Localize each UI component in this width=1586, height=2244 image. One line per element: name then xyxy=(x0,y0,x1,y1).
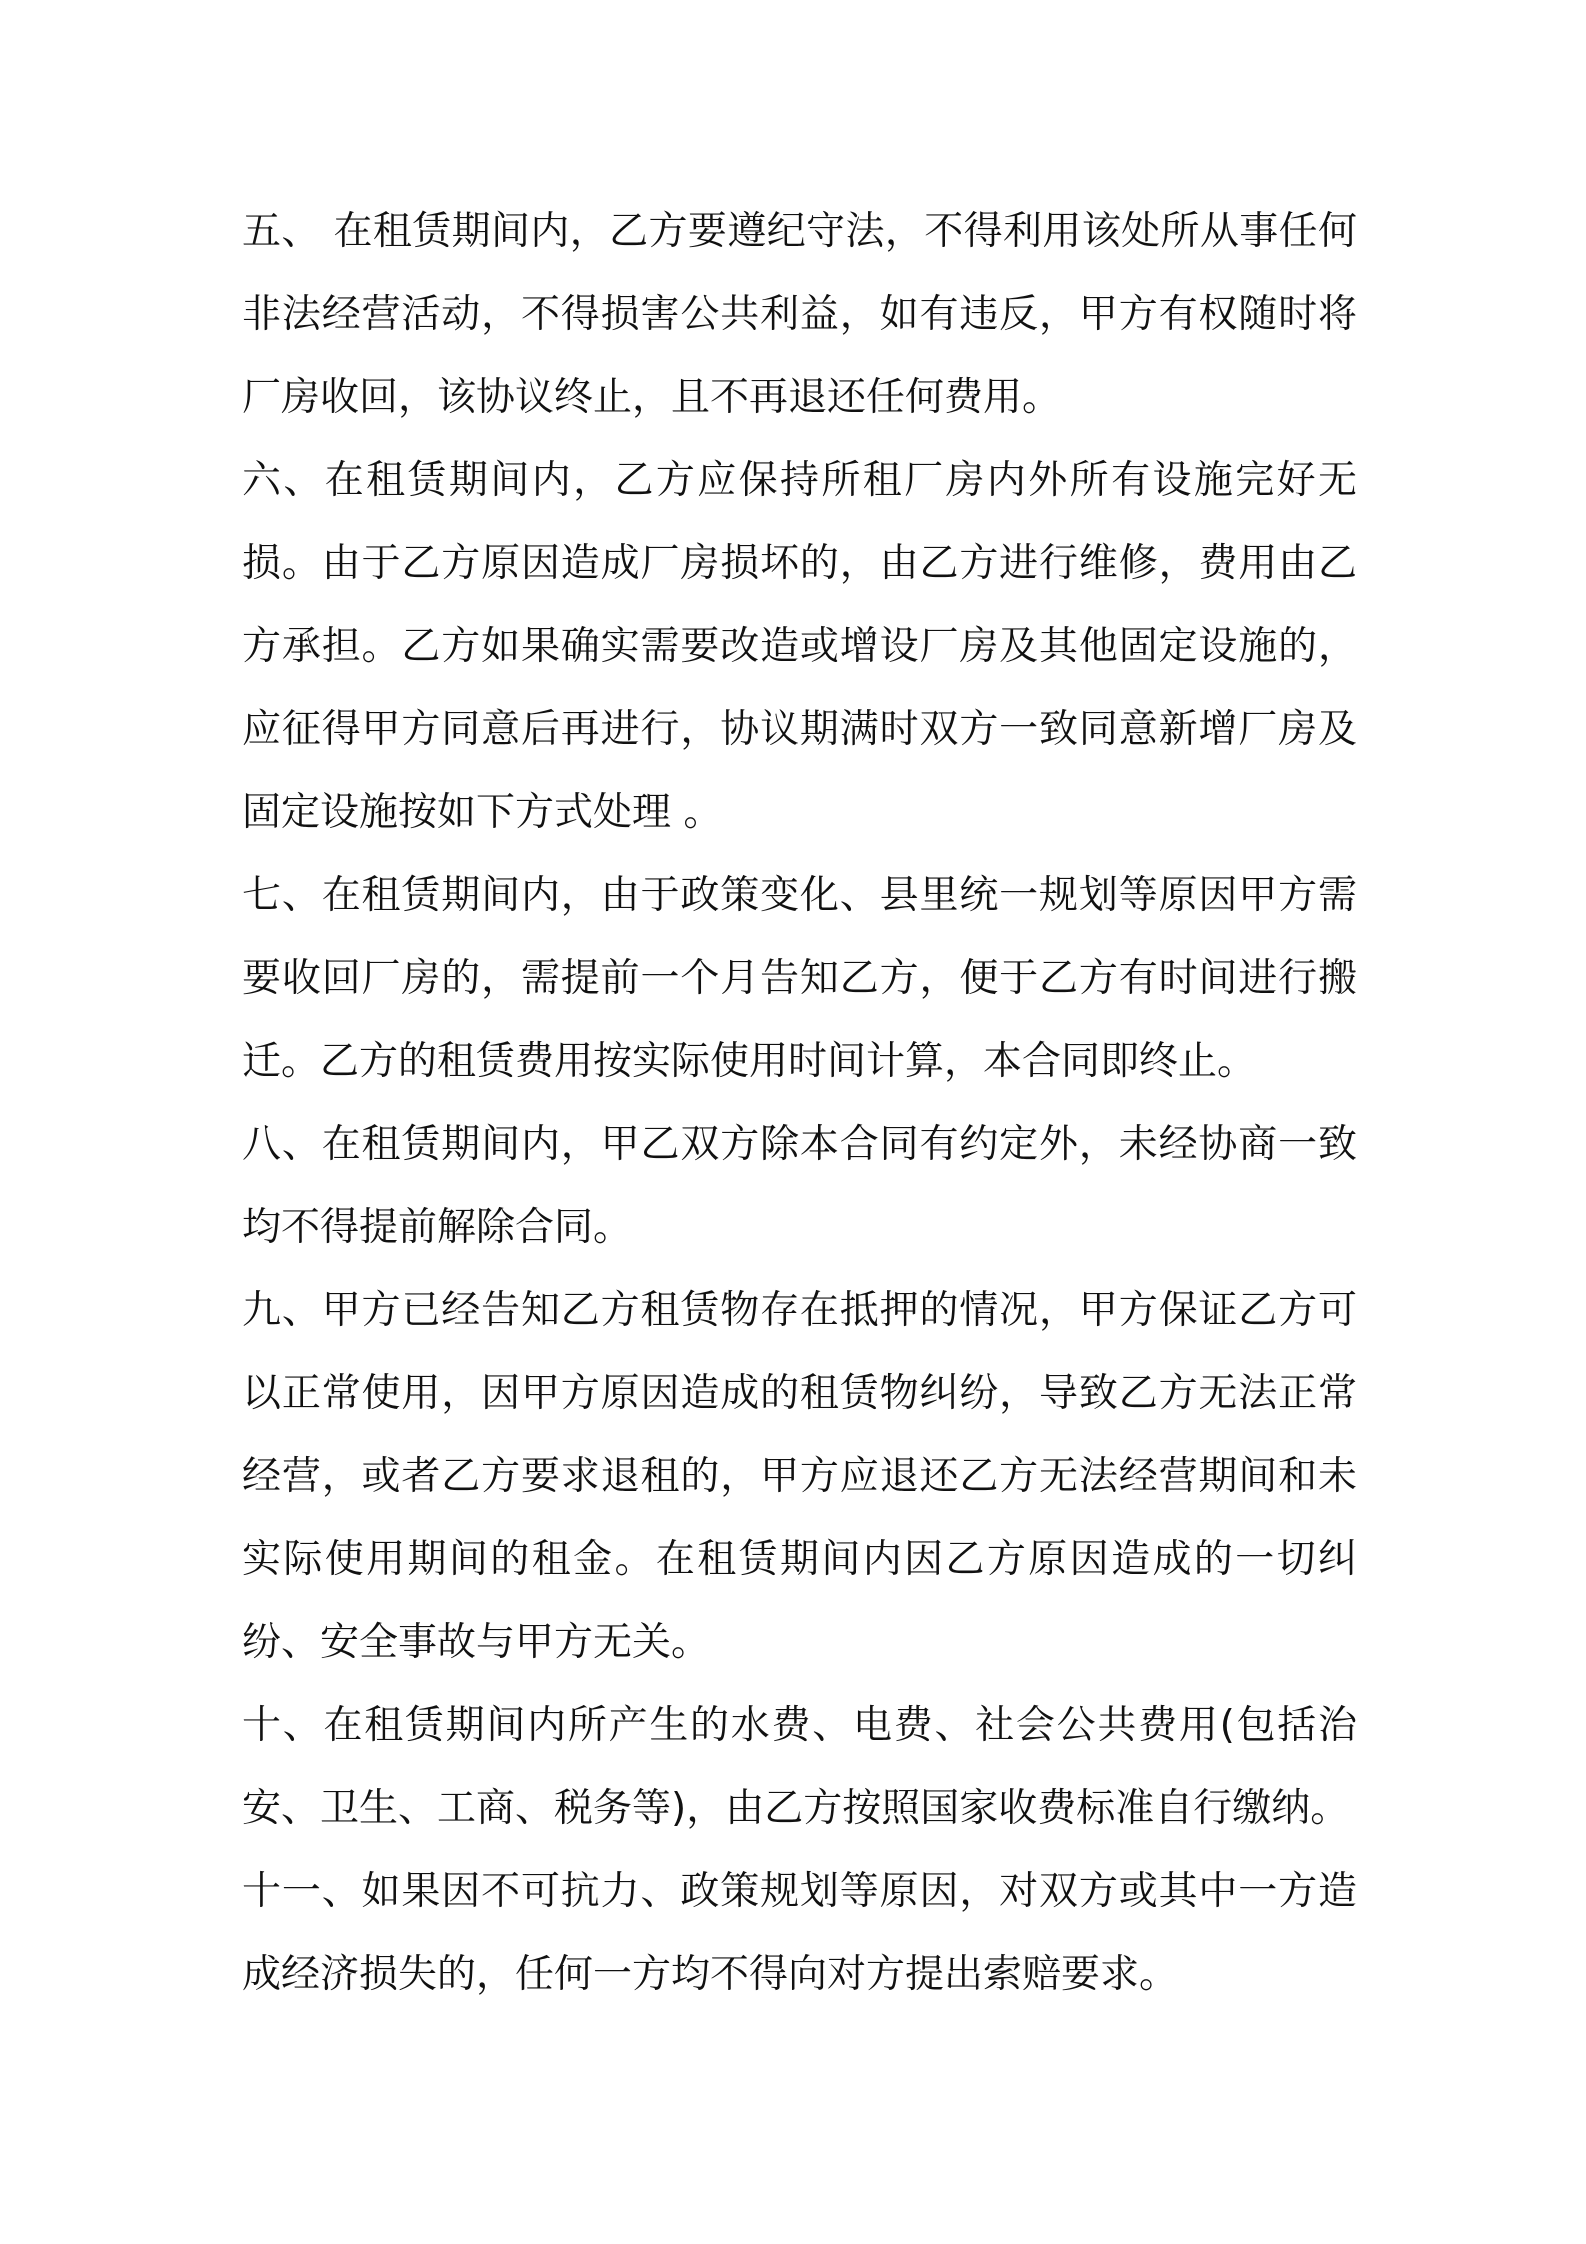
clause-6: 六、在租赁期间内，乙方应保持所租厂房内外所有设施完好无损。由于乙方原因造成厂房损坏的，由乙方进行维修，费用由乙方承担。乙方如果确实需要改造或增设厂房及其他固定设施的，应征得甲方同意后再进行，协议期满时双方一致同意新增厂房及固定设施按如下方式处理 。 xyxy=(242,458,1357,835)
clause-8: 八、在租赁期间内，甲乙双方除本合同有约定外，未经协商一致均不得提前解除合同。 xyxy=(242,1122,1357,1250)
clause-10: 十、在租赁期间内所产生的水费、电费、社会公共费用(包括治安、卫生、工商、税务等)，由乙方按照国家收费标准自行缴纳。 xyxy=(242,1703,1357,1831)
clause-9: 九、甲方已经告知乙方租赁物存在抵押的情况，甲方保证乙方可以正常使用，因甲方原因造成的租赁物纠纷，导致乙方无法正常经营，或者乙方要求退租的，甲方应退还乙方无法经营期间和未实际使用期间的租金。在租赁期间内因乙方原因造成的一切纠纷、安全事故与甲方无关。 xyxy=(242,1288,1357,1665)
clause-7: 七、在租赁期间内，由于政策变化、县里统一规划等原因甲方需要收回厂房的，需提前一个月告知乙方，便于乙方有时间进行搬迁。乙方的租赁费用按实际使用时间计算，本合同即终止。 xyxy=(242,873,1357,1084)
clause-11: 十一、如果因不可抗力、政策规划等原因，对双方或其中一方造成经济损失的，任何一方均不得向对方提出索赔要求。 xyxy=(242,1869,1357,1997)
contract-body xyxy=(242,190,1357,2016)
clause-5: 五、 在租赁期间内，乙方要遵纪守法，不得利用该处所从事任何非法经营活动，不得损害公共利益，如有违反，甲方有权随时将厂房收回，该协议终止，且不再退还任何费用。 xyxy=(242,209,1357,420)
